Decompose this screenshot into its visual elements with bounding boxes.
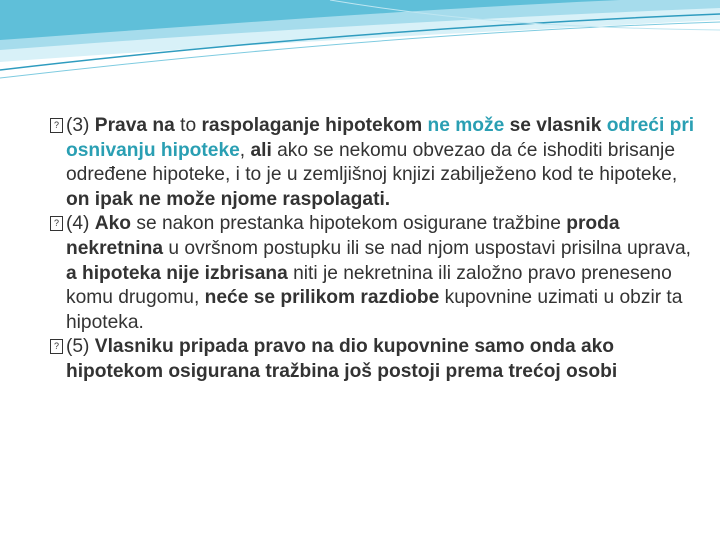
highlighted-text: odreći pri osnivanju hipoteke [66,115,695,161]
paragraph-text [66,115,694,210]
bullet-icon: ? [50,118,63,133]
bold-text: Prava na [94,115,181,136]
text-run: (3) [66,115,95,136]
bold-text: Vlasniku pripada pravo na dio kupovnine samo onda ako hipotekom osigurana tražbina još postoji prema trećoj osobi [66,336,618,382]
paragraph-4 [50,212,700,335]
text-run: , [239,139,251,161]
text-run: u ovršnom postupku ili se nad njom uspostavi prisilna uprava, [168,237,691,259]
bold-text: se vlasnik [509,115,607,136]
bold-text: on ipak ne može njome raspolagati. [66,188,391,210]
text-run: ako se nekomu obvezao da će ishoditi brisanje određene hipoteke, i to je u zemljišnoj knjizi zabilježeno kod te hipoteke, [66,139,678,186]
text-run: to [180,115,202,136]
bold-text: neće se prilikom razdiobe [204,287,445,309]
text-run: kupovnine uzimati u obzir ta hipoteka. [66,287,683,333]
paragraph-3 [50,114,700,212]
bullet-icon: ? [50,216,63,231]
text-run: (4) [66,213,95,235]
slide-body [50,114,700,385]
text-run: niti je nekretnina ili založno pravo preneseno komu drugomu, [66,262,672,309]
bold-text: raspolaganje hipotekom [201,115,428,136]
bold-text: ali [250,139,278,161]
paragraph-text [66,213,691,332]
paragraph-5 [50,335,700,384]
highlighted-text: ne može [427,115,510,136]
bold-text: a hipoteka nije izbrisana [66,262,294,284]
bullet-icon: ? [50,339,63,354]
bold-text: proda nekretnina [66,213,620,259]
paragraph-text [66,336,617,382]
text-run: (5) [66,336,95,358]
text-run: se nakon prestanka hipotekom osigurane tražbine [136,213,567,235]
header-wave-decoration [0,0,720,90]
bold-text: Ako [94,213,137,235]
